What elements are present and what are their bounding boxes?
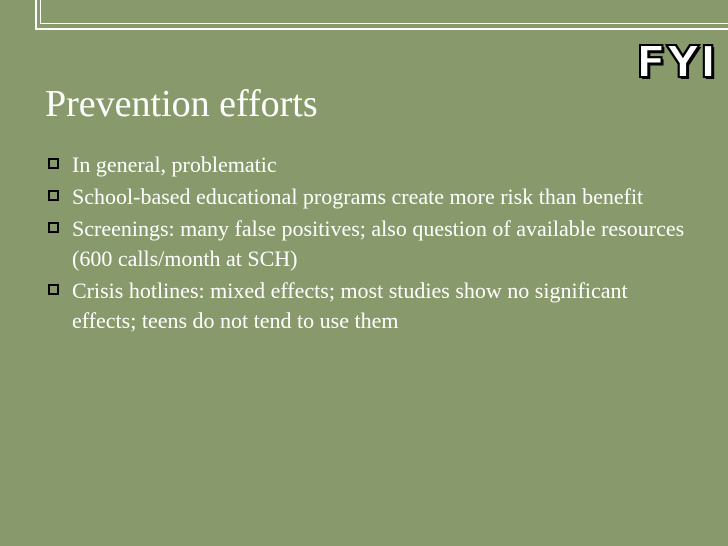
slide-title: Prevention efforts <box>45 83 318 125</box>
bullet-text: Screenings: many false positives; also question of available resources (600 calls/month at SCH) <box>72 216 685 271</box>
bullet-text: In general, problematic <box>72 152 277 177</box>
bullet-text: Crisis hotlines: mixed effects; most studies show no significant effects; teens do not tend to use them <box>72 278 628 333</box>
bullet-text: School-based educational programs create more risk than benefit <box>72 184 644 209</box>
fyi-badge: FYI <box>636 37 718 88</box>
hollow-square-icon <box>48 222 59 233</box>
hollow-square-icon <box>48 158 59 169</box>
top-border-decoration-inner <box>40 0 728 24</box>
bullet-item <box>48 276 688 336</box>
hollow-square-icon <box>48 284 59 295</box>
bullet-item <box>48 150 688 180</box>
bullet-list <box>48 150 688 338</box>
bullet-item <box>48 214 688 274</box>
bullet-item <box>48 182 688 212</box>
hollow-square-icon <box>48 190 59 201</box>
